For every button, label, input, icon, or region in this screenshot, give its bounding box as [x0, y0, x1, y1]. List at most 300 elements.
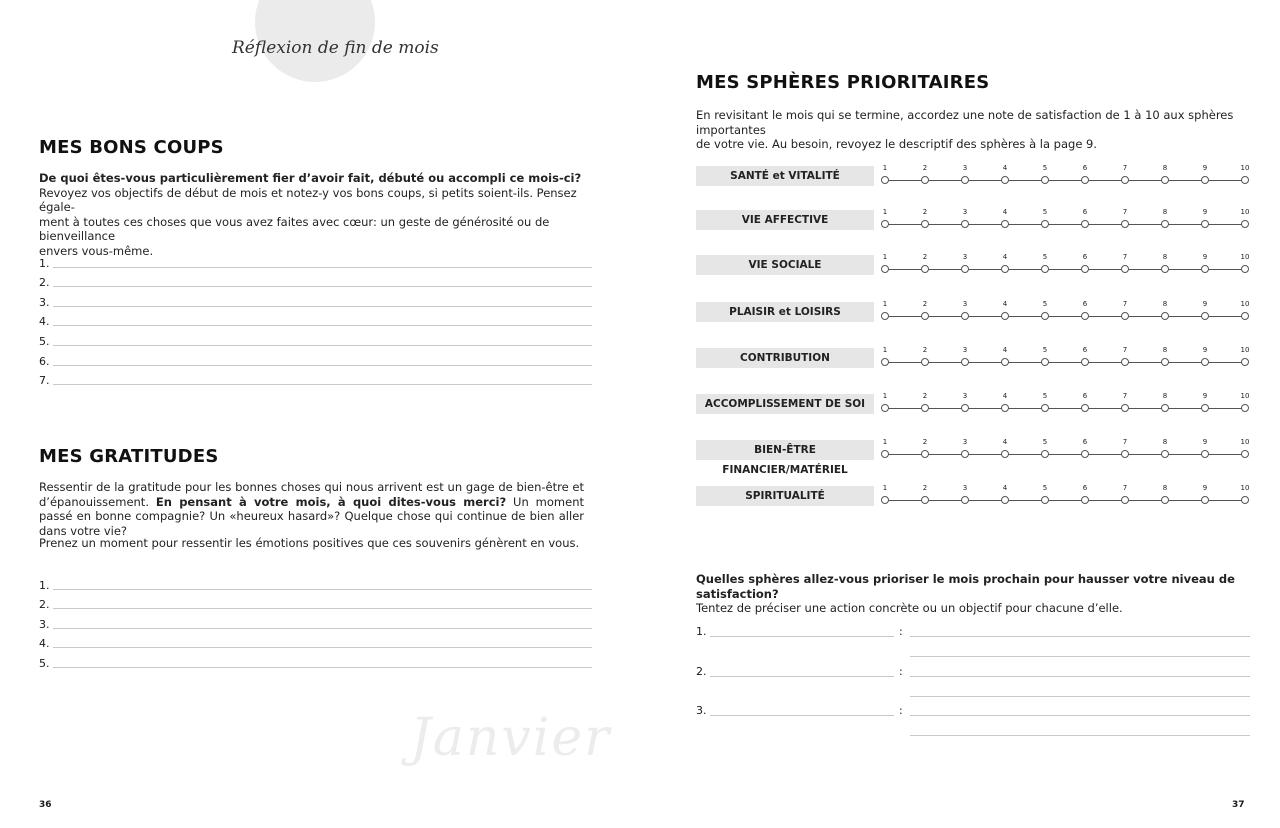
- rating-value: 9: [1202, 300, 1208, 308]
- rating-value: 3: [962, 392, 968, 400]
- rating-option[interactable]: [1155, 484, 1175, 504]
- spheres-title: MES SPHÈRES PRIORITAIRES: [696, 72, 990, 93]
- rating-option[interactable]: [995, 484, 1015, 504]
- rating-circle-icon[interactable]: [1161, 358, 1169, 366]
- rating-circle-icon[interactable]: [1001, 450, 1009, 458]
- writing-line[interactable]: [39, 611, 592, 631]
- rating-circle-icon[interactable]: [1001, 265, 1009, 273]
- right-page: [640, 0, 1280, 828]
- rating-circle-icon[interactable]: [1121, 220, 1129, 228]
- rating-option[interactable]: [915, 300, 935, 320]
- writing-line[interactable]: [39, 368, 592, 388]
- writing-line[interactable]: [39, 289, 592, 309]
- rating-option[interactable]: [1155, 346, 1175, 366]
- rating-value: 1: [882, 484, 888, 492]
- writing-line[interactable]: [39, 328, 592, 348]
- rating-option[interactable]: [995, 392, 1015, 412]
- scale-line: [885, 269, 1245, 270]
- sphere-row: [696, 253, 1251, 277]
- action-answer-line[interactable]: [910, 636, 1250, 637]
- rating-circle-icon[interactable]: [961, 358, 969, 366]
- rating-circle-icon[interactable]: [1081, 358, 1089, 366]
- line-number: 2.: [39, 276, 50, 290]
- rating-option[interactable]: [1035, 300, 1055, 320]
- rating-value: 2: [922, 300, 928, 308]
- sphere-row: [696, 346, 1251, 370]
- writing-line[interactable]: [39, 592, 592, 612]
- rating-option[interactable]: [915, 253, 935, 273]
- rating-option[interactable]: [1235, 253, 1255, 273]
- rating-option[interactable]: [1115, 208, 1135, 228]
- bons-coups-line-2: ment à toutes ces choses que vous avez faites avec cœur: un geste de générosité ou de bienveillance: [39, 214, 550, 243]
- rating-value: 3: [962, 253, 968, 261]
- rating-option[interactable]: [995, 300, 1015, 320]
- rating-circle-icon[interactable]: [921, 312, 929, 320]
- rating-option[interactable]: [1115, 300, 1135, 320]
- rating-circle-icon[interactable]: [961, 450, 969, 458]
- rating-option[interactable]: [955, 438, 975, 458]
- rating-circle-icon[interactable]: [881, 450, 889, 458]
- rating-circle-icon[interactable]: [1081, 176, 1089, 184]
- script-title: Réflexion de fin de mois: [232, 38, 439, 58]
- rating-circle-icon[interactable]: [1161, 176, 1169, 184]
- rating-circle-icon[interactable]: [1241, 358, 1249, 366]
- rating-circle-icon[interactable]: [881, 358, 889, 366]
- rating-circle-icon[interactable]: [1081, 265, 1089, 273]
- rating-value: 6: [1082, 300, 1088, 308]
- action-answer-line-2[interactable]: [910, 656, 1250, 657]
- rating-option[interactable]: [1195, 208, 1215, 228]
- rating-option[interactable]: [875, 300, 895, 320]
- rating-option[interactable]: [1235, 208, 1255, 228]
- rating-option[interactable]: [1115, 484, 1135, 504]
- rating-circle-icon[interactable]: [1041, 450, 1049, 458]
- rating-circle-icon[interactable]: [1041, 496, 1049, 504]
- sphere-row: [696, 300, 1251, 324]
- rating-circle-icon[interactable]: [1081, 220, 1089, 228]
- rating-value: 7: [1122, 392, 1128, 400]
- rating-option[interactable]: [1035, 164, 1055, 184]
- sphere-row: [696, 438, 1251, 476]
- rating-value: 7: [1122, 438, 1128, 446]
- rating-option[interactable]: [1075, 484, 1095, 504]
- rating-value: 7: [1122, 253, 1128, 261]
- line-number: 5.: [39, 656, 50, 670]
- rating-option[interactable]: [955, 484, 975, 504]
- gratitudes-text: [39, 480, 584, 538]
- rating-circle-icon[interactable]: [1081, 496, 1089, 504]
- rating-circle-icon[interactable]: [1161, 265, 1169, 273]
- rating-value: 1: [882, 346, 888, 354]
- rating-option[interactable]: [1155, 164, 1175, 184]
- rating-value: 7: [1122, 208, 1128, 216]
- rating-option[interactable]: [1075, 438, 1095, 458]
- rating-circle-icon[interactable]: [961, 176, 969, 184]
- rule: [53, 647, 592, 648]
- writing-line[interactable]: [39, 631, 592, 651]
- page-number-right: 37: [1232, 800, 1245, 810]
- rating-value: 8: [1162, 438, 1168, 446]
- rating-value: 6: [1082, 484, 1088, 492]
- rule: [53, 608, 592, 609]
- rating-option[interactable]: [1035, 253, 1055, 273]
- rating-circle-icon[interactable]: [1001, 312, 1009, 320]
- rating-option[interactable]: [1195, 484, 1215, 504]
- writing-line[interactable]: [39, 348, 592, 368]
- action-answer-line-2[interactable]: [910, 735, 1250, 736]
- rating-value: 9: [1202, 253, 1208, 261]
- gratitudes-text-part-1: Ressentir de la gratitude pour les bonnes choses qui nous arrivent est un gage de bien-être et d’épanouissement.: [39, 480, 584, 509]
- line-number: 1.: [39, 578, 50, 592]
- sphere-answer-line[interactable]: [710, 676, 894, 677]
- rating-value: 9: [1202, 438, 1208, 446]
- rating-value: 1: [882, 438, 888, 446]
- rating-circle-icon[interactable]: [1201, 176, 1209, 184]
- priority-row: [696, 699, 1251, 739]
- rating-option[interactable]: [875, 253, 895, 273]
- rating-value: 3: [962, 300, 968, 308]
- rating-option[interactable]: [1035, 438, 1055, 458]
- rating-circle-icon[interactable]: [921, 496, 929, 504]
- rating-value: 4: [1002, 484, 1008, 492]
- rating-value: 3: [962, 164, 968, 172]
- rating-option[interactable]: [955, 346, 975, 366]
- rating-value: 2: [922, 253, 928, 261]
- rating-value: 10: [1240, 392, 1250, 400]
- rating-circle-icon[interactable]: [1121, 496, 1129, 504]
- rating-value: 5: [1042, 392, 1048, 400]
- rating-value: 5: [1042, 164, 1048, 172]
- rating-circle-icon[interactable]: [1201, 358, 1209, 366]
- rating-circle-icon[interactable]: [1001, 220, 1009, 228]
- rating-circle-icon[interactable]: [961, 496, 969, 504]
- rule: [53, 589, 592, 590]
- rating-circle-icon[interactable]: [1041, 220, 1049, 228]
- line-number: 4.: [39, 315, 50, 329]
- rating-circle-icon[interactable]: [921, 404, 929, 412]
- rating-option[interactable]: [1155, 208, 1175, 228]
- rating-value: 8: [1162, 392, 1168, 400]
- gratitudes-question: En pensant à votre mois, à quoi dites-vous merci?: [155, 494, 507, 509]
- rating-circle-icon[interactable]: [1201, 496, 1209, 504]
- line-number: 1.: [39, 256, 50, 270]
- rating-circle-icon[interactable]: [1241, 312, 1249, 320]
- rating-option[interactable]: [955, 253, 975, 273]
- spheres-intro-line-1: En revisitant le mois qui se termine, accordez une note de satisfaction de 1 à 10 aux sphères importantes: [696, 108, 1234, 137]
- rating-option[interactable]: [1155, 438, 1175, 458]
- rating-option[interactable]: [1075, 253, 1095, 273]
- rating-circle-icon[interactable]: [921, 358, 929, 366]
- rating-circle-icon[interactable]: [1121, 450, 1129, 458]
- rating-circle-icon[interactable]: [1081, 404, 1089, 412]
- rating-option[interactable]: [1155, 300, 1175, 320]
- rating-circle-icon[interactable]: [921, 265, 929, 273]
- writing-line[interactable]: [39, 650, 592, 670]
- rating-circle-icon[interactable]: [881, 312, 889, 320]
- writing-line[interactable]: [39, 309, 592, 329]
- rating-value: 8: [1162, 253, 1168, 261]
- rating-value: 9: [1202, 208, 1208, 216]
- rating-circle-icon[interactable]: [1241, 496, 1249, 504]
- rating-circle-icon[interactable]: [1161, 220, 1169, 228]
- scale-line: [885, 362, 1245, 363]
- gratitudes-text-2: Prenez un moment pour ressentir les émotions positives que ces souvenirs génèrent en vous.: [39, 536, 580, 550]
- rating-circle-icon[interactable]: [961, 312, 969, 320]
- rating-circle-icon[interactable]: [1041, 265, 1049, 273]
- sphere-label: BIEN-ÊTRE FINANCIER/MATÉRIEL: [696, 440, 874, 460]
- rating-circle-icon[interactable]: [1041, 176, 1049, 184]
- rating-option[interactable]: [1195, 253, 1215, 273]
- rating-circle-icon[interactable]: [1121, 358, 1129, 366]
- rating-value: 7: [1122, 346, 1128, 354]
- rating-option[interactable]: [955, 208, 975, 228]
- rating-option[interactable]: [1195, 392, 1215, 412]
- writing-line[interactable]: [39, 572, 592, 592]
- rating-scale: [882, 346, 1248, 370]
- rating-option[interactable]: [1235, 484, 1255, 504]
- rating-circle-icon[interactable]: [1201, 404, 1209, 412]
- rating-option[interactable]: [1235, 300, 1255, 320]
- bons-coups-question: De quoi êtes-vous particulièrement fier d’avoir fait, débuté ou accompli ce mois-ci?: [39, 171, 582, 185]
- rating-option[interactable]: [1035, 484, 1055, 504]
- rule: [53, 628, 592, 629]
- rating-option[interactable]: [1075, 300, 1095, 320]
- page-number-left: 36: [39, 800, 52, 810]
- rating-circle-icon[interactable]: [881, 496, 889, 504]
- rating-circle-icon[interactable]: [1001, 176, 1009, 184]
- priorities-subtext: Tentez de préciser une action concrète ou un objectif pour chacune d’elle.: [696, 601, 1123, 615]
- rating-circle-icon[interactable]: [1201, 220, 1209, 228]
- rating-circle-icon[interactable]: [1161, 404, 1169, 412]
- rating-option[interactable]: [915, 438, 935, 458]
- writing-line[interactable]: [39, 270, 592, 290]
- rating-value: 6: [1082, 346, 1088, 354]
- rating-value: 10: [1240, 346, 1250, 354]
- bons-coups-lines: [39, 250, 592, 387]
- line-number: 7.: [39, 374, 50, 388]
- rating-circle-icon[interactable]: [881, 220, 889, 228]
- rating-option[interactable]: [915, 164, 935, 184]
- line-number: 3.: [39, 617, 50, 631]
- rating-circle-icon[interactable]: [1121, 265, 1129, 273]
- rating-option[interactable]: [955, 392, 975, 412]
- rating-option[interactable]: [1035, 346, 1055, 366]
- rating-option[interactable]: [1115, 438, 1135, 458]
- rating-value: 3: [962, 208, 968, 216]
- rating-option[interactable]: [1155, 392, 1175, 412]
- rating-option[interactable]: [1115, 164, 1135, 184]
- rating-circle-icon[interactable]: [1041, 312, 1049, 320]
- rating-option[interactable]: [1195, 346, 1215, 366]
- bons-coups-title: MES BONS COUPS: [39, 137, 224, 158]
- rating-value: 6: [1082, 164, 1088, 172]
- sphere-label: SANTÉ et VITALITÉ: [696, 166, 874, 186]
- rating-option[interactable]: [915, 484, 935, 504]
- rating-option[interactable]: [995, 253, 1015, 273]
- action-answer-line[interactable]: [910, 715, 1250, 716]
- rating-circle-icon[interactable]: [961, 265, 969, 273]
- rating-circle-icon[interactable]: [921, 220, 929, 228]
- rating-value: 10: [1240, 484, 1250, 492]
- rating-circle-icon[interactable]: [1121, 312, 1129, 320]
- rating-option[interactable]: [1195, 438, 1215, 458]
- sphere-label: ACCOMPLISSEMENT DE SOI: [696, 394, 874, 414]
- rating-circle-icon[interactable]: [1001, 358, 1009, 366]
- rating-option[interactable]: [995, 346, 1015, 366]
- rating-circle-icon[interactable]: [961, 404, 969, 412]
- rating-circle-icon[interactable]: [1121, 176, 1129, 184]
- rating-value: 8: [1162, 346, 1168, 354]
- rating-circle-icon[interactable]: [881, 404, 889, 412]
- rating-value: 4: [1002, 300, 1008, 308]
- rating-value: 5: [1042, 484, 1048, 492]
- rating-option[interactable]: [1035, 208, 1055, 228]
- rating-option[interactable]: [955, 300, 975, 320]
- sphere-answer-line[interactable]: [710, 636, 894, 637]
- priority-number: 1.: [696, 625, 707, 638]
- rating-option[interactable]: [1115, 346, 1135, 366]
- rating-option[interactable]: [1235, 392, 1255, 412]
- spheres-intro: [696, 108, 1256, 152]
- rating-value: 5: [1042, 300, 1048, 308]
- rating-value: 1: [882, 300, 888, 308]
- rating-option[interactable]: [875, 392, 895, 412]
- rating-option[interactable]: [1115, 253, 1135, 273]
- scale-line: [885, 408, 1245, 409]
- rating-option[interactable]: [915, 392, 935, 412]
- rating-option[interactable]: [1235, 164, 1255, 184]
- rating-circle-icon[interactable]: [961, 220, 969, 228]
- rating-option[interactable]: [955, 164, 975, 184]
- action-answer-line-2[interactable]: [910, 696, 1250, 697]
- rating-option[interactable]: [995, 164, 1015, 184]
- rating-value: 10: [1240, 300, 1250, 308]
- sphere-row: [696, 208, 1251, 232]
- rating-value: 2: [922, 484, 928, 492]
- sphere-row: [696, 484, 1251, 508]
- rating-circle-icon[interactable]: [1121, 404, 1129, 412]
- rating-option[interactable]: [1075, 164, 1095, 184]
- spheres-intro-line-2: de votre vie. Au besoin, revoyez le descriptif des sphères à la page 9.: [696, 137, 1098, 151]
- rating-value: 3: [962, 484, 968, 492]
- bons-coups-text: [39, 171, 592, 258]
- rating-circle-icon[interactable]: [1241, 265, 1249, 273]
- rating-value: 9: [1202, 392, 1208, 400]
- line-number: 3.: [39, 295, 50, 309]
- rating-value: 1: [882, 253, 888, 261]
- rating-circle-icon[interactable]: [1201, 312, 1209, 320]
- rating-circle-icon[interactable]: [881, 265, 889, 273]
- rating-option[interactable]: [995, 208, 1015, 228]
- rating-circle-icon[interactable]: [921, 450, 929, 458]
- rating-circle-icon[interactable]: [1241, 404, 1249, 412]
- sphere-row: [696, 164, 1251, 188]
- gratitudes-text-part-2: Un moment passé en bonne compagnie? Un «heureux hasard»? Quelque chose qui continue de bien aller dans votre vie?: [39, 494, 584, 538]
- rating-value: 7: [1122, 300, 1128, 308]
- rating-circle-icon[interactable]: [1241, 176, 1249, 184]
- rating-circle-icon[interactable]: [1041, 404, 1049, 412]
- priorities-question: Quelles sphères allez-vous prioriser le mois prochain pour hausser votre niveau de satisfaction?: [696, 572, 1235, 601]
- rating-value: 8: [1162, 208, 1168, 216]
- scale-line: [885, 180, 1245, 181]
- rating-value: 2: [922, 164, 928, 172]
- rating-circle-icon[interactable]: [1081, 450, 1089, 458]
- sphere-answer-line[interactable]: [710, 715, 894, 716]
- rating-option[interactable]: [875, 438, 895, 458]
- rating-value: 7: [1122, 484, 1128, 492]
- rating-option[interactable]: [875, 208, 895, 228]
- sphere-label: CONTRIBUTION: [696, 348, 874, 368]
- sphere-label: VIE AFFECTIVE: [696, 210, 874, 230]
- rule: [53, 365, 592, 366]
- rating-value: 9: [1202, 484, 1208, 492]
- rating-scale: [882, 253, 1248, 277]
- rating-value: 8: [1162, 164, 1168, 172]
- rating-option[interactable]: [1235, 346, 1255, 366]
- rating-option[interactable]: [1155, 253, 1175, 273]
- rating-value: 1: [882, 164, 888, 172]
- writing-line[interactable]: [39, 250, 592, 270]
- rating-option[interactable]: [1075, 346, 1095, 366]
- priorities-text: [696, 572, 1256, 616]
- rating-option[interactable]: [915, 346, 935, 366]
- rating-circle-icon[interactable]: [1001, 404, 1009, 412]
- rating-option[interactable]: [875, 346, 895, 366]
- rating-circle-icon[interactable]: [1201, 450, 1209, 458]
- month-watermark: Janvier: [410, 708, 611, 768]
- rating-option[interactable]: [1075, 208, 1095, 228]
- rating-value: 1: [882, 208, 888, 216]
- rating-circle-icon[interactable]: [1161, 312, 1169, 320]
- line-number: 2.: [39, 598, 50, 612]
- rating-circle-icon[interactable]: [1041, 358, 1049, 366]
- rating-circle-icon[interactable]: [1161, 496, 1169, 504]
- rule: [53, 306, 592, 307]
- rating-circle-icon[interactable]: [881, 176, 889, 184]
- rating-circle-icon[interactable]: [1241, 450, 1249, 458]
- line-number: 6.: [39, 354, 50, 368]
- rating-option[interactable]: [995, 438, 1015, 458]
- rating-circle-icon[interactable]: [1201, 265, 1209, 273]
- rating-scale: [882, 484, 1248, 508]
- rating-option[interactable]: [915, 208, 935, 228]
- rating-value: 4: [1002, 392, 1008, 400]
- rating-option[interactable]: [1195, 300, 1215, 320]
- rating-value: 2: [922, 392, 928, 400]
- rating-option[interactable]: [1035, 392, 1055, 412]
- rating-option[interactable]: [1235, 438, 1255, 458]
- rating-value: 3: [962, 438, 968, 446]
- rating-option[interactable]: [1075, 392, 1095, 412]
- rating-value: 5: [1042, 253, 1048, 261]
- rating-option[interactable]: [1115, 392, 1135, 412]
- rating-option[interactable]: [1195, 164, 1215, 184]
- rating-circle-icon[interactable]: [1161, 450, 1169, 458]
- rating-value: 4: [1002, 438, 1008, 446]
- rating-option[interactable]: [875, 164, 895, 184]
- action-answer-line[interactable]: [910, 676, 1250, 677]
- rating-circle-icon[interactable]: [1081, 312, 1089, 320]
- bons-coups-line-3: envers vous-même.: [39, 243, 154, 258]
- separator: :: [899, 625, 903, 638]
- rating-circle-icon[interactable]: [1001, 496, 1009, 504]
- rating-circle-icon[interactable]: [921, 176, 929, 184]
- rating-option[interactable]: [875, 484, 895, 504]
- rating-value: 9: [1202, 346, 1208, 354]
- rule: [53, 286, 592, 287]
- rating-value: 2: [922, 346, 928, 354]
- rating-circle-icon[interactable]: [1241, 220, 1249, 228]
